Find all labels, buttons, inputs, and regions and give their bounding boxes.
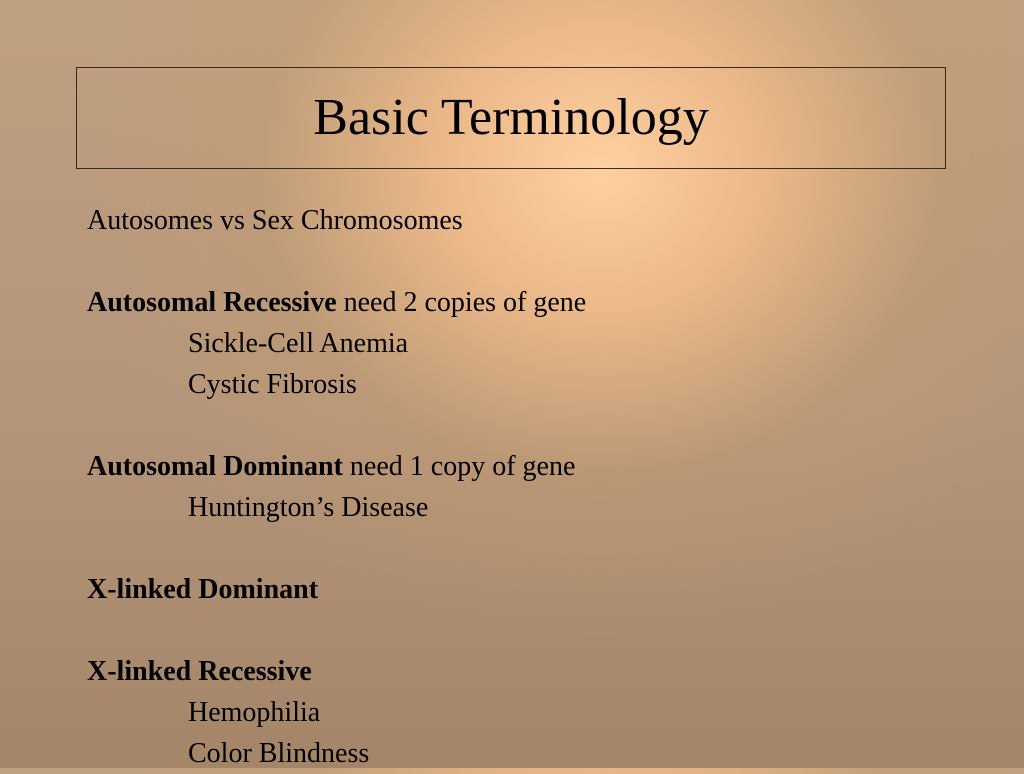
example-cystic-fibrosis: Cystic Fibrosis xyxy=(188,369,357,400)
slide-title: Basic Terminology xyxy=(313,89,709,146)
term-autosomal-dominant: Autosomal Dominant xyxy=(87,451,343,482)
slide-body xyxy=(87,200,967,774)
spacer xyxy=(87,241,967,282)
autosomal-dominant-description: need 1 copy of gene xyxy=(342,451,576,482)
spacer xyxy=(87,610,967,651)
spacer xyxy=(87,528,967,569)
example-hemophilia: Hemophilia xyxy=(188,697,321,728)
title-box xyxy=(76,67,946,169)
autosomal-dominant-heading xyxy=(87,446,967,487)
example-color-blindness: Color Blindness xyxy=(188,738,370,769)
example-huntingtons: Huntington’s Disease xyxy=(188,492,429,523)
autosomal-recessive-description: need 2 copies of gene xyxy=(336,287,587,318)
spacer xyxy=(87,405,967,446)
term-autosomal-recessive: Autosomal Recessive xyxy=(87,287,337,318)
intro-line: Autosomes vs Sex Chromosomes xyxy=(87,205,463,236)
term-x-linked-dominant: X-linked Dominant xyxy=(87,574,319,605)
example-sickle-cell: Sickle-Cell Anemia xyxy=(188,328,409,359)
autosomal-recessive-heading xyxy=(87,282,967,323)
term-x-linked-recessive: X-linked Recessive xyxy=(87,656,312,687)
